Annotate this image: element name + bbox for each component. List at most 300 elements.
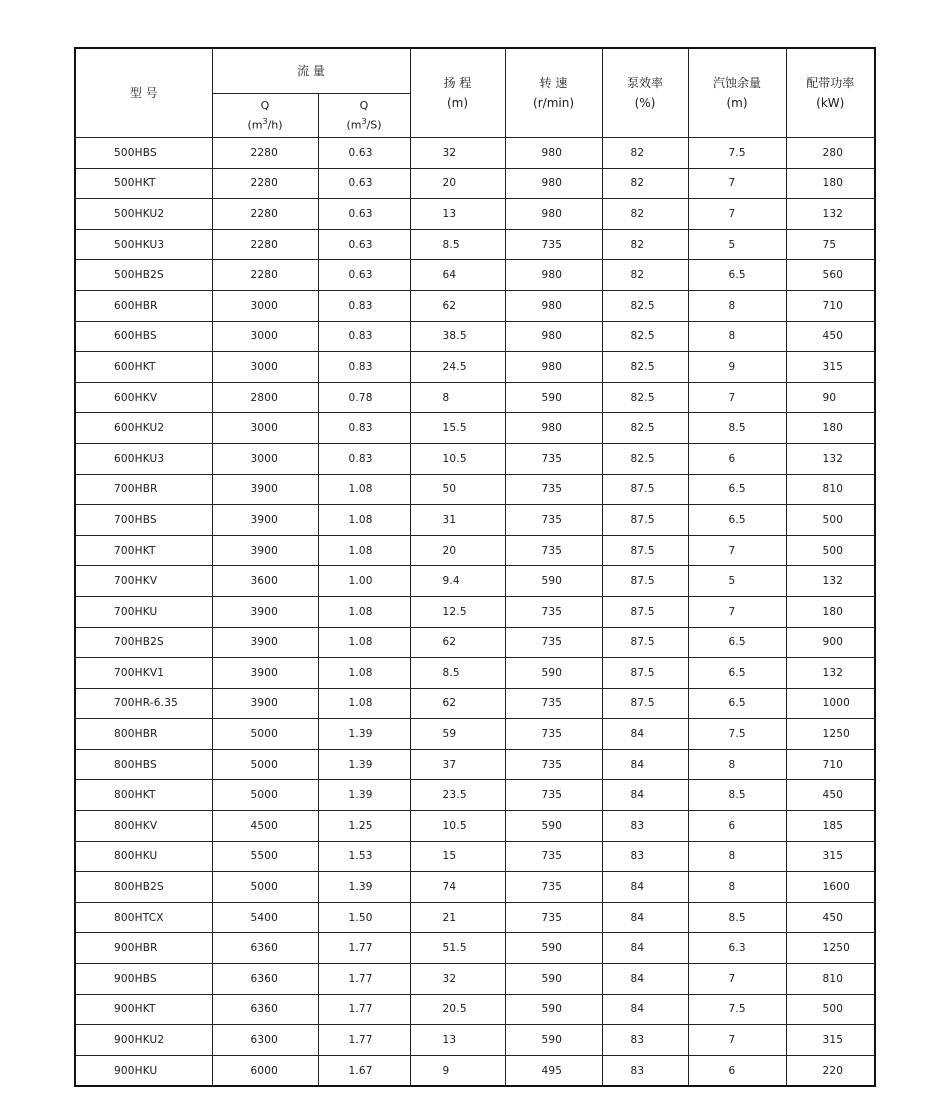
cell-flow-m3h: 5500 bbox=[212, 841, 318, 872]
cell-head: 15.5 bbox=[410, 413, 505, 444]
cell-npsh: 8.5 bbox=[688, 780, 786, 811]
cell-npsh: 7 bbox=[688, 382, 786, 413]
cell-speed: 735 bbox=[505, 749, 602, 780]
cell-flow-m3h: 3900 bbox=[212, 688, 318, 719]
cell-power: 500 bbox=[786, 505, 875, 536]
header-flow-m3h-label: Q bbox=[260, 98, 270, 112]
cell-efficiency: 84 bbox=[602, 872, 688, 903]
cell-efficiency: 84 bbox=[602, 749, 688, 780]
cell-model: 900HBR bbox=[75, 933, 212, 964]
cell-efficiency: 82 bbox=[602, 229, 688, 260]
header-head-unit: (m) bbox=[446, 96, 469, 110]
cell-efficiency: 87.5 bbox=[602, 474, 688, 505]
cell-npsh: 6.5 bbox=[688, 627, 786, 658]
cell-flow-m3s: 1.08 bbox=[318, 474, 410, 505]
table-row bbox=[75, 229, 875, 260]
table-row bbox=[75, 535, 875, 566]
cell-efficiency: 82.5 bbox=[602, 413, 688, 444]
cell-npsh: 7.5 bbox=[688, 994, 786, 1025]
cell-flow-m3s: 1.77 bbox=[318, 1025, 410, 1056]
cell-npsh: 6.5 bbox=[688, 658, 786, 689]
cell-npsh: 6.3 bbox=[688, 933, 786, 964]
cell-speed: 980 bbox=[505, 352, 602, 383]
pump-spec-sheet bbox=[74, 47, 874, 1087]
cell-flow-m3h: 3000 bbox=[212, 352, 318, 383]
cell-speed: 590 bbox=[505, 1025, 602, 1056]
table-row bbox=[75, 1055, 875, 1086]
cell-npsh: 6.5 bbox=[688, 688, 786, 719]
header-power bbox=[786, 48, 875, 138]
cell-model: 900HKU2 bbox=[75, 1025, 212, 1056]
cell-flow-m3s: 1.77 bbox=[318, 994, 410, 1025]
cell-model: 700HKV bbox=[75, 566, 212, 597]
cell-npsh: 8 bbox=[688, 290, 786, 321]
cell-power: 132 bbox=[786, 199, 875, 230]
cell-flow-m3h: 3900 bbox=[212, 474, 318, 505]
cell-speed: 590 bbox=[505, 566, 602, 597]
cell-head: 38.5 bbox=[410, 321, 505, 352]
cell-flow-m3h: 6360 bbox=[212, 933, 318, 964]
cell-head: 31 bbox=[410, 505, 505, 536]
cell-speed: 590 bbox=[505, 994, 602, 1025]
cell-flow-m3s: 1.08 bbox=[318, 535, 410, 566]
cell-model: 500HKT bbox=[75, 168, 212, 199]
cell-flow-m3s: 0.63 bbox=[318, 199, 410, 230]
cell-flow-m3s: 1.00 bbox=[318, 566, 410, 597]
cell-power: 180 bbox=[786, 413, 875, 444]
cell-efficiency: 82.5 bbox=[602, 382, 688, 413]
cell-speed: 735 bbox=[505, 443, 602, 474]
cell-flow-m3s: 1.39 bbox=[318, 749, 410, 780]
cell-flow-m3h: 2280 bbox=[212, 199, 318, 230]
cell-npsh: 7 bbox=[688, 535, 786, 566]
table-row bbox=[75, 413, 875, 444]
cell-model: 800HKV bbox=[75, 811, 212, 842]
cell-head: 12.5 bbox=[410, 596, 505, 627]
cell-flow-m3s: 1.08 bbox=[318, 658, 410, 689]
cell-npsh: 6.5 bbox=[688, 260, 786, 291]
header-flow-m3h bbox=[212, 94, 318, 138]
header-flow-m3h-unit: $(m^3/h)$ bbox=[247, 116, 283, 132]
cell-head: 50 bbox=[410, 474, 505, 505]
cell-head: 9 bbox=[410, 1055, 505, 1086]
table-row bbox=[75, 780, 875, 811]
table-row bbox=[75, 841, 875, 872]
cell-power: 180 bbox=[786, 596, 875, 627]
header-flow-m3s bbox=[318, 94, 410, 138]
cell-head: 9.4 bbox=[410, 566, 505, 597]
table-row bbox=[75, 811, 875, 842]
cell-flow-m3h: 3000 bbox=[212, 413, 318, 444]
cell-model: 800HB2S bbox=[75, 872, 212, 903]
cell-npsh: 9 bbox=[688, 352, 786, 383]
cell-power: 1250 bbox=[786, 933, 875, 964]
cell-power: 280 bbox=[786, 138, 875, 169]
cell-model: 800HTCX bbox=[75, 902, 212, 933]
cell-npsh: 7 bbox=[688, 1025, 786, 1056]
cell-head: 10.5 bbox=[410, 811, 505, 842]
header-flow-m3s-label: Q bbox=[359, 98, 369, 112]
cell-flow-m3h: 3900 bbox=[212, 658, 318, 689]
pump-spec-table bbox=[74, 47, 876, 1087]
cell-model: 500HB2S bbox=[75, 260, 212, 291]
cell-flow-m3h: 3900 bbox=[212, 535, 318, 566]
cell-flow-m3s: 1.08 bbox=[318, 596, 410, 627]
table-row bbox=[75, 505, 875, 536]
header-efficiency bbox=[602, 48, 688, 138]
cell-model: 600HKU2 bbox=[75, 413, 212, 444]
cell-speed: 980 bbox=[505, 199, 602, 230]
cell-flow-m3s: 0.63 bbox=[318, 260, 410, 291]
header-speed-label: 转 速 bbox=[539, 76, 568, 90]
cell-flow-m3h: 3600 bbox=[212, 566, 318, 597]
header-head-label: 扬 程 bbox=[443, 76, 472, 90]
cell-power: 560 bbox=[786, 260, 875, 291]
table-row bbox=[75, 290, 875, 321]
cell-npsh: 5 bbox=[688, 229, 786, 260]
cell-flow-m3h: 3000 bbox=[212, 290, 318, 321]
cell-efficiency: 83 bbox=[602, 841, 688, 872]
cell-power: 810 bbox=[786, 964, 875, 995]
cell-npsh: 7.5 bbox=[688, 719, 786, 750]
table-row bbox=[75, 138, 875, 169]
header-efficiency-unit: (%) bbox=[634, 96, 656, 110]
cell-npsh: 8 bbox=[688, 841, 786, 872]
cell-power: 450 bbox=[786, 902, 875, 933]
cell-flow-m3h: 2280 bbox=[212, 260, 318, 291]
cell-model: 700HBS bbox=[75, 505, 212, 536]
cell-flow-m3h: 3900 bbox=[212, 596, 318, 627]
cell-model: 900HBS bbox=[75, 964, 212, 995]
cell-efficiency: 87.5 bbox=[602, 688, 688, 719]
cell-head: 20 bbox=[410, 535, 505, 566]
cell-flow-m3h: 3000 bbox=[212, 321, 318, 352]
cell-speed: 590 bbox=[505, 658, 602, 689]
cell-flow-m3s: 1.08 bbox=[318, 627, 410, 658]
cell-flow-m3h: 2280 bbox=[212, 229, 318, 260]
header-model: 型 号 bbox=[75, 48, 212, 138]
cell-efficiency: 87.5 bbox=[602, 627, 688, 658]
header-speed-unit: (r/min) bbox=[533, 96, 574, 110]
cell-flow-m3h: 2280 bbox=[212, 138, 318, 169]
cell-npsh: 8.5 bbox=[688, 902, 786, 933]
cell-flow-m3h: 5000 bbox=[212, 780, 318, 811]
table-row bbox=[75, 352, 875, 383]
cell-power: 315 bbox=[786, 352, 875, 383]
cell-speed: 980 bbox=[505, 321, 602, 352]
header-head bbox=[410, 48, 505, 138]
cell-model: 700HR-6.35 bbox=[75, 688, 212, 719]
cell-model: 800HBS bbox=[75, 749, 212, 780]
cell-npsh: 5 bbox=[688, 566, 786, 597]
cell-power: 900 bbox=[786, 627, 875, 658]
cell-power: 500 bbox=[786, 994, 875, 1025]
cell-model: 600HKU3 bbox=[75, 443, 212, 474]
cell-head: 62 bbox=[410, 290, 505, 321]
cell-npsh: 8 bbox=[688, 872, 786, 903]
cell-speed: 590 bbox=[505, 382, 602, 413]
cell-efficiency: 84 bbox=[602, 964, 688, 995]
table-row bbox=[75, 964, 875, 995]
cell-efficiency: 87.5 bbox=[602, 505, 688, 536]
cell-speed: 735 bbox=[505, 627, 602, 658]
cell-speed: 735 bbox=[505, 872, 602, 903]
cell-flow-m3s: 0.83 bbox=[318, 321, 410, 352]
cell-model: 700HKV1 bbox=[75, 658, 212, 689]
cell-model: 500HBS bbox=[75, 138, 212, 169]
cell-speed: 980 bbox=[505, 413, 602, 444]
cell-speed: 590 bbox=[505, 933, 602, 964]
cell-efficiency: 82 bbox=[602, 138, 688, 169]
cell-npsh: 6.5 bbox=[688, 474, 786, 505]
cell-model: 500HKU3 bbox=[75, 229, 212, 260]
cell-efficiency: 84 bbox=[602, 719, 688, 750]
cell-model: 700HKU bbox=[75, 596, 212, 627]
cell-model: 700HKT bbox=[75, 535, 212, 566]
cell-flow-m3h: 3900 bbox=[212, 505, 318, 536]
cell-flow-m3h: 2280 bbox=[212, 168, 318, 199]
cell-speed: 735 bbox=[505, 596, 602, 627]
cell-flow-m3s: 0.63 bbox=[318, 168, 410, 199]
table-row bbox=[75, 719, 875, 750]
cell-flow-m3s: 1.39 bbox=[318, 719, 410, 750]
cell-speed: 590 bbox=[505, 964, 602, 995]
cell-speed: 980 bbox=[505, 260, 602, 291]
cell-efficiency: 82 bbox=[602, 260, 688, 291]
cell-flow-m3s: 1.08 bbox=[318, 505, 410, 536]
header-flow: 流 量 bbox=[212, 48, 410, 94]
header-npsh bbox=[688, 48, 786, 138]
cell-model: 800HBR bbox=[75, 719, 212, 750]
cell-power: 90 bbox=[786, 382, 875, 413]
cell-power: 710 bbox=[786, 290, 875, 321]
cell-head: 23.5 bbox=[410, 780, 505, 811]
cell-head: 10.5 bbox=[410, 443, 505, 474]
cell-flow-m3h: 5000 bbox=[212, 749, 318, 780]
cell-head: 32 bbox=[410, 964, 505, 995]
cell-flow-m3h: 6360 bbox=[212, 964, 318, 995]
cell-efficiency: 84 bbox=[602, 780, 688, 811]
cell-npsh: 7 bbox=[688, 199, 786, 230]
cell-flow-m3s: 1.77 bbox=[318, 933, 410, 964]
cell-flow-m3h: 6360 bbox=[212, 994, 318, 1025]
cell-npsh: 7 bbox=[688, 168, 786, 199]
cell-speed: 495 bbox=[505, 1055, 602, 1086]
cell-efficiency: 82.5 bbox=[602, 290, 688, 321]
cell-head: 15 bbox=[410, 841, 505, 872]
header-power-label: 配带功率 bbox=[806, 76, 855, 90]
cell-power: 132 bbox=[786, 443, 875, 474]
cell-model: 900HKU bbox=[75, 1055, 212, 1086]
cell-npsh: 7.5 bbox=[688, 138, 786, 169]
cell-speed: 980 bbox=[505, 168, 602, 199]
table-row bbox=[75, 902, 875, 933]
cell-efficiency: 87.5 bbox=[602, 658, 688, 689]
cell-model: 700HBR bbox=[75, 474, 212, 505]
cell-head: 13 bbox=[410, 1025, 505, 1056]
cell-model: 900HKT bbox=[75, 994, 212, 1025]
cell-power: 75 bbox=[786, 229, 875, 260]
cell-flow-m3s: 1.77 bbox=[318, 964, 410, 995]
table-row bbox=[75, 168, 875, 199]
cell-efficiency: 82 bbox=[602, 199, 688, 230]
cell-speed: 735 bbox=[505, 505, 602, 536]
cell-flow-m3h: 2800 bbox=[212, 382, 318, 413]
cell-model: 600HKT bbox=[75, 352, 212, 383]
table-row bbox=[75, 443, 875, 474]
cell-npsh: 6.5 bbox=[688, 505, 786, 536]
cell-npsh: 7 bbox=[688, 596, 786, 627]
cell-efficiency: 83 bbox=[602, 1055, 688, 1086]
cell-model: 700HB2S bbox=[75, 627, 212, 658]
cell-head: 13 bbox=[410, 199, 505, 230]
cell-flow-m3s: 1.25 bbox=[318, 811, 410, 842]
cell-head: 8 bbox=[410, 382, 505, 413]
cell-flow-m3s: 1.08 bbox=[318, 688, 410, 719]
cell-speed: 735 bbox=[505, 688, 602, 719]
cell-flow-m3h: 5000 bbox=[212, 719, 318, 750]
table-row bbox=[75, 382, 875, 413]
cell-head: 20 bbox=[410, 168, 505, 199]
cell-head: 20.5 bbox=[410, 994, 505, 1025]
cell-power: 810 bbox=[786, 474, 875, 505]
cell-efficiency: 82.5 bbox=[602, 352, 688, 383]
table-row bbox=[75, 474, 875, 505]
table-row bbox=[75, 199, 875, 230]
cell-flow-m3h: 5400 bbox=[212, 902, 318, 933]
cell-head: 51.5 bbox=[410, 933, 505, 964]
cell-flow-m3s: 0.83 bbox=[318, 443, 410, 474]
cell-power: 450 bbox=[786, 321, 875, 352]
cell-speed: 735 bbox=[505, 535, 602, 566]
cell-flow-m3s: 0.83 bbox=[318, 290, 410, 321]
cell-npsh: 8.5 bbox=[688, 413, 786, 444]
table-row bbox=[75, 688, 875, 719]
cell-power: 1000 bbox=[786, 688, 875, 719]
header-speed bbox=[505, 48, 602, 138]
cell-flow-m3h: 3900 bbox=[212, 627, 318, 658]
cell-efficiency: 82 bbox=[602, 168, 688, 199]
table-row bbox=[75, 872, 875, 903]
cell-model: 800HKT bbox=[75, 780, 212, 811]
table-row bbox=[75, 749, 875, 780]
cell-head: 62 bbox=[410, 688, 505, 719]
cell-head: 21 bbox=[410, 902, 505, 933]
header-flow-m3s-unit: $(m^3/S)$ bbox=[346, 116, 382, 132]
header-npsh-label: 汽蚀余量 bbox=[713, 76, 762, 90]
cell-model: 600HKV bbox=[75, 382, 212, 413]
table-row bbox=[75, 627, 875, 658]
cell-flow-m3s: 1.39 bbox=[318, 780, 410, 811]
cell-speed: 735 bbox=[505, 719, 602, 750]
cell-flow-m3s: 0.78 bbox=[318, 382, 410, 413]
cell-speed: 735 bbox=[505, 780, 602, 811]
header-npsh-unit: (m) bbox=[726, 96, 748, 110]
cell-power: 132 bbox=[786, 566, 875, 597]
cell-power: 315 bbox=[786, 841, 875, 872]
cell-flow-m3s: 1.53 bbox=[318, 841, 410, 872]
cell-head: 74 bbox=[410, 872, 505, 903]
cell-npsh: 8 bbox=[688, 321, 786, 352]
cell-flow-m3s: 0.63 bbox=[318, 138, 410, 169]
cell-power: 185 bbox=[786, 811, 875, 842]
cell-efficiency: 82.5 bbox=[602, 443, 688, 474]
cell-flow-m3s: 0.83 bbox=[318, 413, 410, 444]
table-row bbox=[75, 1025, 875, 1056]
cell-speed: 590 bbox=[505, 811, 602, 842]
cell-flow-m3h: 3000 bbox=[212, 443, 318, 474]
table-row bbox=[75, 658, 875, 689]
table-row bbox=[75, 566, 875, 597]
cell-efficiency: 87.5 bbox=[602, 566, 688, 597]
table-row bbox=[75, 260, 875, 291]
cell-speed: 735 bbox=[505, 841, 602, 872]
cell-flow-m3h: 6000 bbox=[212, 1055, 318, 1086]
cell-speed: 735 bbox=[505, 902, 602, 933]
table-header bbox=[75, 48, 875, 138]
cell-power: 315 bbox=[786, 1025, 875, 1056]
cell-flow-m3h: 6300 bbox=[212, 1025, 318, 1056]
cell-head: 32 bbox=[410, 138, 505, 169]
table-body bbox=[75, 138, 875, 1087]
cell-head: 62 bbox=[410, 627, 505, 658]
cell-flow-m3s: 1.67 bbox=[318, 1055, 410, 1086]
cell-head: 8.5 bbox=[410, 658, 505, 689]
cell-model: 500HKU2 bbox=[75, 199, 212, 230]
cell-power: 500 bbox=[786, 535, 875, 566]
cell-power: 220 bbox=[786, 1055, 875, 1086]
cell-power: 1250 bbox=[786, 719, 875, 750]
cell-model: 600HBR bbox=[75, 290, 212, 321]
cell-power: 180 bbox=[786, 168, 875, 199]
cell-npsh: 7 bbox=[688, 964, 786, 995]
cell-flow-m3h: 5000 bbox=[212, 872, 318, 903]
cell-flow-m3s: 0.83 bbox=[318, 352, 410, 383]
cell-npsh: 6 bbox=[688, 811, 786, 842]
cell-power: 132 bbox=[786, 658, 875, 689]
cell-npsh: 6 bbox=[688, 1055, 786, 1086]
cell-power: 710 bbox=[786, 749, 875, 780]
cell-efficiency: 84 bbox=[602, 994, 688, 1025]
header-power-unit: (kW) bbox=[816, 96, 845, 110]
table-row bbox=[75, 933, 875, 964]
cell-npsh: 8 bbox=[688, 749, 786, 780]
cell-speed: 980 bbox=[505, 138, 602, 169]
cell-efficiency: 87.5 bbox=[602, 596, 688, 627]
cell-model: 600HBS bbox=[75, 321, 212, 352]
cell-npsh: 6 bbox=[688, 443, 786, 474]
cell-efficiency: 87.5 bbox=[602, 535, 688, 566]
cell-flow-m3h: 4500 bbox=[212, 811, 318, 842]
header-efficiency-label: 泵效率 bbox=[627, 76, 664, 90]
cell-efficiency: 83 bbox=[602, 811, 688, 842]
table-row bbox=[75, 596, 875, 627]
cell-model: 800HKU bbox=[75, 841, 212, 872]
table-row bbox=[75, 321, 875, 352]
cell-speed: 735 bbox=[505, 474, 602, 505]
cell-speed: 735 bbox=[505, 229, 602, 260]
cell-efficiency: 82.5 bbox=[602, 321, 688, 352]
cell-head: 24.5 bbox=[410, 352, 505, 383]
cell-flow-m3s: 1.39 bbox=[318, 872, 410, 903]
cell-head: 37 bbox=[410, 749, 505, 780]
cell-head: 8.5 bbox=[410, 229, 505, 260]
cell-flow-m3s: 1.50 bbox=[318, 902, 410, 933]
cell-efficiency: 84 bbox=[602, 933, 688, 964]
cell-speed: 980 bbox=[505, 290, 602, 321]
cell-efficiency: 84 bbox=[602, 902, 688, 933]
table-row bbox=[75, 994, 875, 1025]
